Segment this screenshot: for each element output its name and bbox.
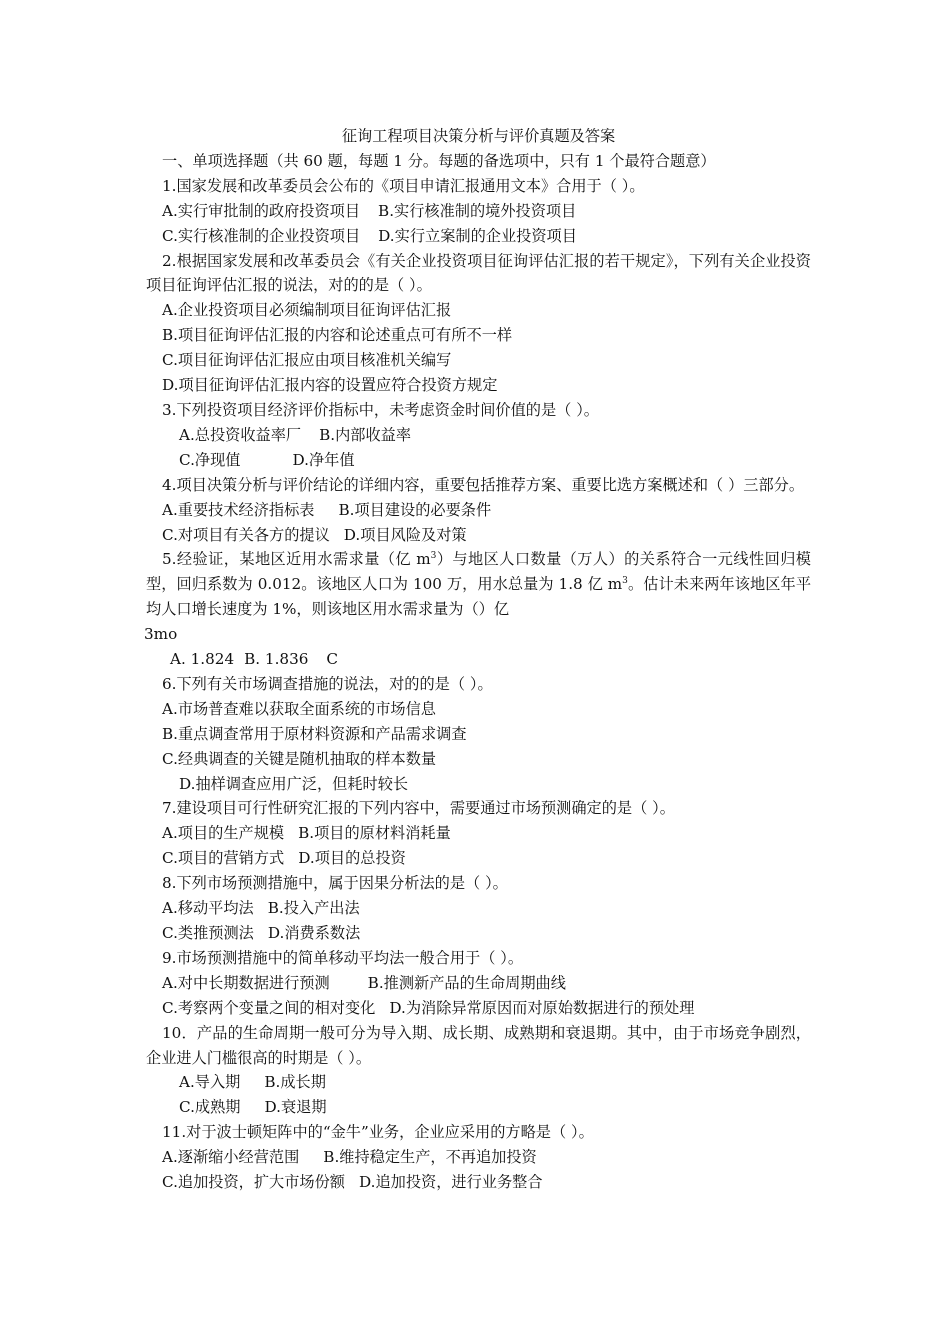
option-b: B.投入产出法 bbox=[267, 899, 360, 918]
question-8-options-cd bbox=[146, 921, 811, 946]
option-b: B.项目征询评估汇报的内容和论述重点可有所不一样 bbox=[162, 326, 513, 345]
option-a: A.项目的生产规模 bbox=[162, 824, 285, 843]
option-d: D.项目风险及对策 bbox=[343, 525, 467, 544]
option-c: C.对项目有关各方的提议 bbox=[162, 525, 330, 544]
option-a: A.导入期 bbox=[179, 1073, 241, 1092]
option-c: C.实行核准制的企业投资项目 bbox=[162, 226, 361, 245]
question-8-stem: 8.下列市场预测措施中，属于因果分析法的是（ ）。 bbox=[162, 874, 508, 893]
option-a: A.市场普查难以获取全面系统的市场信息 bbox=[162, 699, 436, 718]
option-a: A. 1.824 bbox=[170, 650, 235, 669]
option-a: A.总投资收益率厂 bbox=[179, 425, 302, 444]
option-b: B.推测新产品的生命周期曲线 bbox=[367, 973, 566, 992]
option-c: C.考察两个变量之间的相对变化 bbox=[162, 998, 376, 1017]
option-c: C.追加投资，扩大市场份额 bbox=[162, 1173, 345, 1192]
question-8-options-ab bbox=[146, 896, 811, 921]
question-3-stem: 3.下列投资项目经济评价指标中，未考虑资金时间价值的是（ ）。 bbox=[162, 400, 599, 419]
document-title: 征询工程项目决策分析与评价真题及答案 bbox=[341, 127, 616, 145]
question-4-stem: 4.项目决策分析与评价结论的详细内容，重要包括推荐方案、重要比选方案概述和（ ）三部分。 bbox=[162, 475, 805, 494]
question-4-options-cd bbox=[146, 523, 811, 548]
option-b: B.维持稳定生产，不再追加投资 bbox=[323, 1148, 537, 1167]
option-d: D.追加投资，进行业务整合 bbox=[358, 1173, 543, 1192]
option-a: A.实行审批制的政府投资项目 bbox=[162, 201, 361, 220]
question-1-options-ab bbox=[146, 199, 811, 224]
question-10-stem: 10．产品的生命周期一般可分为导入期、成长期、成熟期和衰退期。其中，由于市场竞争剧烈，企业进人门槛很高的时期是（ ）。 bbox=[146, 1023, 811, 1067]
option-a: A.对中长期数据进行预测 bbox=[162, 973, 330, 992]
option-b: B.成长期 bbox=[264, 1073, 326, 1092]
option-d: D.衰退期 bbox=[264, 1098, 327, 1117]
question-11-stem: 11.对于波士顿矩阵中的“金牛”业务，企业应采用的方略是（ ）。 bbox=[162, 1123, 594, 1142]
option-c: C bbox=[326, 650, 339, 669]
option-a: A.企业投资项目必须编制项目征询评估汇报 bbox=[162, 301, 452, 320]
question-1-stem: 1.国家发展和改革委员会公布的《项目申请汇报通用文本》合用于（ ）。 bbox=[162, 176, 645, 195]
option-b: B.实行核准制的境外投资项目 bbox=[378, 201, 577, 220]
question-3-options-ab bbox=[146, 423, 811, 448]
question-10-options-ab bbox=[146, 1070, 811, 1095]
question-5-unit-line: 3mo bbox=[144, 625, 178, 644]
option-a: A.逐渐缩小经营范围 bbox=[162, 1148, 300, 1167]
option-c: C.项目的营销方式 bbox=[162, 849, 285, 868]
section-heading: 一、单项选择题（共 60 题，每题 1 分。每题的备选项中，只有 1 个最符合题意） bbox=[162, 151, 716, 170]
document-body bbox=[146, 124, 811, 1195]
question-7-options-cd bbox=[146, 846, 811, 871]
option-a: A.移动平均法 bbox=[162, 899, 254, 918]
question-3-options-cd bbox=[146, 448, 811, 473]
question-10-options-cd bbox=[146, 1095, 811, 1120]
question-11-options-cd bbox=[146, 1170, 811, 1195]
option-d: D.实行立案制的企业投资项目 bbox=[378, 226, 577, 245]
option-b: B.项目的原材料消耗量 bbox=[298, 824, 451, 843]
question-11-options-ab bbox=[146, 1145, 811, 1170]
option-d: D.消费系数法 bbox=[267, 924, 361, 942]
question-5-stem: 5.经验证，某地区近用水需求量（亿 $m^3$）与地区人口数量（万人）的关系符合一元线性回归模型，回归系数为 0.012。该地区人口为 100 万，用水总量为 1.8 亿 $m^3$。估计未来两年该地区年平均人口增长速度为 1%，则该地区用水需求量为（）亿 bbox=[146, 550, 812, 619]
question-9-stem: 9.市场预测措施中的简单移动平均法一般合用于（ ）。 bbox=[162, 948, 524, 967]
option-d: D.净年值 bbox=[292, 450, 355, 469]
question-5-options bbox=[146, 647, 811, 672]
option-a: A.重要技术经济指标表 bbox=[162, 500, 315, 519]
option-c: C.项目征询评估汇报应由项目核准机关编写 bbox=[162, 351, 452, 370]
option-d: D.为消除异常原因而对原始数据进行的预处理 bbox=[389, 998, 695, 1017]
question-1-options-cd bbox=[146, 224, 811, 249]
question-2-stem: 2.根据国家发展和改革委员会《有关企业投资项目征询评估汇报的若干规定》，下列有关企业投资项目征询评估汇报的说法，对的的是（ ）。 bbox=[146, 251, 811, 295]
option-c: C.类推预测法 bbox=[162, 924, 254, 942]
question-7-options-ab bbox=[146, 821, 811, 846]
question-9-options-cd bbox=[146, 996, 811, 1021]
question-6-stem: 6.下列有关市场调查措施的说法，对的的是（ ）。 bbox=[162, 674, 493, 693]
question-9-options-ab bbox=[146, 971, 811, 996]
option-d: D.项目征询评估汇报内容的设置应符合投资方规定 bbox=[162, 376, 498, 395]
option-b: B. 1.836 bbox=[244, 650, 309, 669]
option-c: C.成熟期 bbox=[179, 1098, 241, 1117]
option-b: B.重点调查常用于原材料资源和产品需求调查 bbox=[162, 724, 467, 743]
option-d: D.项目的总投资 bbox=[298, 849, 406, 868]
question-7-stem: 7.建设项目可行性研究汇报的下列内容中，需要通过市场预测确定的是（ ）。 bbox=[162, 799, 675, 818]
question-4-options-ab bbox=[146, 498, 811, 523]
option-b: B.项目建设的必要条件 bbox=[338, 500, 492, 519]
option-b: B.内部收益率 bbox=[319, 425, 412, 444]
option-d: D.抽样调查应用广泛，但耗时较长 bbox=[179, 774, 409, 793]
option-c: C.净现值 bbox=[179, 450, 241, 469]
option-c: C.经典调查的关键是随机抽取的样本数量 bbox=[162, 749, 437, 768]
